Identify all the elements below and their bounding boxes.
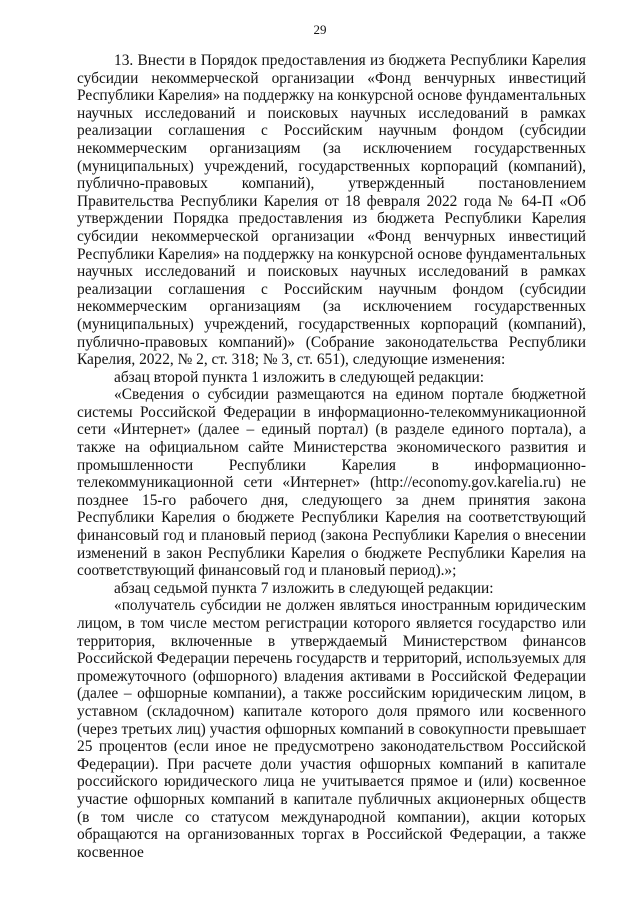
page-number: 29 <box>313 22 327 37</box>
paragraph-item-13: 13. Внести в Порядок предоставления из бюджета Республики Карелия субсидии некоммерческой организации «Фонд венчурных инвестиций Республики Карелия» на поддержку на конкурсной основе фундаментальных научных исследований и поисковых научных исследований в рамках реализации соглашения с Российским научным фондом (субсидии некоммерческим организациям (за исключением государственных (муниципальных) учреждений, государственных корпораций (компаний), публично-правовых компаний), утвержденный постановлением Правительства Республики Карелия от 18 февраля 2022 года № 64-П «Об утверждении Порядка предоставления из бюджета Республики Карелия субсидии некоммерческой организации «Фонд венчурных инвестиций Республики Карелия» на поддержку на конкурсной основе фундаментальных научных исследований и поисковых научных исследований в рамках реализации соглашения с Российским научным фондом (субсидии некоммерческим организациям (за исключением государственных (муниципальных) учреждений, государственных корпораций (компаний), публично-правовых компаний)» (Собрание законодательства Республики Карелия, 2022, № 2, ст. 318; № 3, ст. 651), следующие изменения: <box>77 52 586 369</box>
document-body <box>77 52 586 861</box>
paragraph-amendment-text-1: «Сведения о субсидии размещаются на едином портале бюджетной системы Российской Федерации в информационно-телекоммуникационной сети «Интернет» (далее – единый портал) (в разделе единого портала), а также на официальном сайте Министерства экономического развития и промышленности Республики Карелия в информационно-телекоммуникационной сети «Интернет» (http://economy.gov.karelia.ru) не позднее 15-го рабочего дня, следующего за днем принятия закона Республики Карелия о бюджете Республики Карелия на соответствующий финансовый год и плановый период (закона Республики Карелия о внесении изменений в закон Республики Карелия о бюджете Республики Карелия на соответствующий финансовый год и плановый период).»; <box>77 386 586 580</box>
paragraph-amendment-intro-1: абзац второй пункта 1 изложить в следующей редакции: <box>114 368 485 386</box>
paragraph-amendment-text-2: «получатель субсидии не должен являться иностранным юридическим лицом, в том числе местом регистрации которого является государство или территория, включенные в утверждаемый Министерством финансов Российской Федерации перечень государств и территорий, используемых для промежуточного (офшорного) владения активами в Российской Федерации (далее – офшорные компании), а также российским юридическим лицом, в уставном (складочном) капитале которого доля прямого или косвенного (через третьих лиц) участия офшорных компаний в совокупности превышает 25 процентов (если иное не предусмотрено законодательством Российской Федерации). При расчете доли участия офшорных компаний в капитале российского юридического лица не учитывается прямое и (или) косвенное участие офшорных компаний в капитале публичных акционерных обществ (в том числе со статусом международной компании), акции которых обращаются на организованных торгах в Российской Федерации, а также косвенное <box>77 597 586 861</box>
paragraph-amendment-intro-2: абзац седьмой пункта 7 изложить в следующей редакции: <box>114 579 494 597</box>
